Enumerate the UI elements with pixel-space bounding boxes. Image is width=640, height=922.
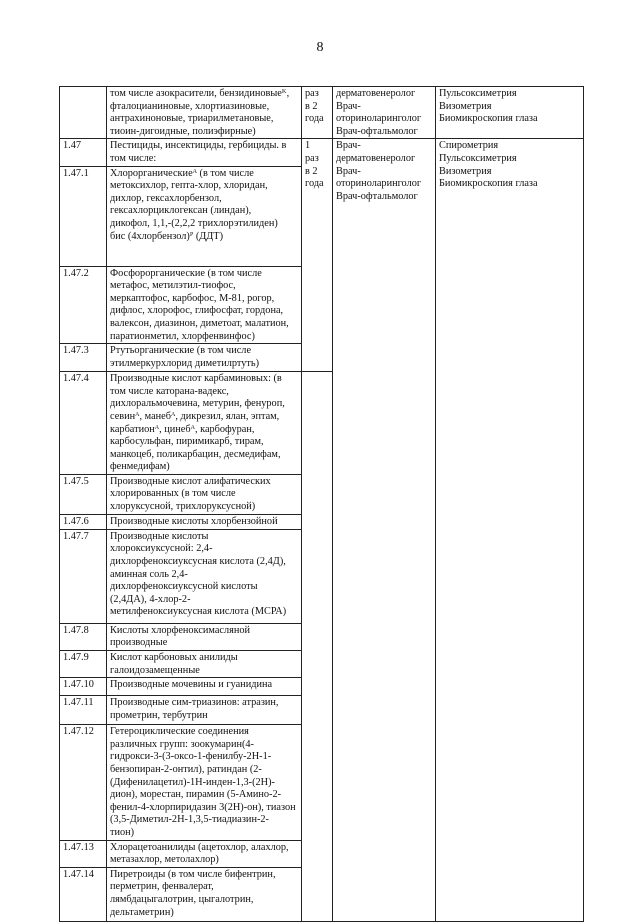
row-number-line: 1.47.10 bbox=[63, 679, 94, 691]
factor-cell-line: (Дифенилацетил)-1Н-инден-1,3-(2Н)- bbox=[110, 776, 275, 788]
row-number-line: 1.47.9 bbox=[63, 652, 89, 664]
factor-cell bbox=[107, 725, 302, 840]
factor-cell-line: (3,5-Диметил-2Н-1,3,5-тиадиазин-2- bbox=[110, 814, 269, 826]
factor-cell-line: фенил-4-хлорпиридазин 3(2Н)-он), тиазон bbox=[110, 801, 296, 813]
row-number bbox=[60, 651, 107, 678]
factor-cell-line: Ртутьорганические (в том числе bbox=[110, 345, 252, 357]
row-number bbox=[60, 696, 107, 725]
factor-cell-line: тион) bbox=[110, 827, 135, 838]
factor-cell-line: метазахлор, метолахлор) bbox=[110, 854, 219, 866]
factor-cell-line: тиоин-дигоидные, полиэфирные) bbox=[110, 125, 256, 137]
factor-cell-line: валексон, диазинон, диметоат, малатион, bbox=[110, 317, 289, 329]
factor-cell-line: антрахиноновые, триарилметановые, bbox=[110, 113, 274, 125]
frequency-cell-line: в 2 bbox=[305, 100, 318, 112]
factor-cell-line: различных групп: зоокумарин(4- bbox=[110, 738, 254, 750]
row-number-line: 1.47.8 bbox=[63, 624, 89, 636]
factor-cell-line: Гетероциклические соединения bbox=[110, 726, 249, 738]
factor-cell-line: паратионметил, хлорфенвинфос) bbox=[110, 330, 255, 342]
factor-cell-line: Производные кислот карбаминовых: (в bbox=[110, 373, 282, 385]
frequency-cell-line: года bbox=[305, 178, 324, 190]
exams-cell bbox=[436, 87, 584, 139]
row-number-line: 1.47.11 bbox=[63, 697, 94, 709]
factor-cell-line: манкоцеб, поликарбацин, десмедифам, bbox=[110, 448, 281, 460]
factor-cell-line: этилмеркурхлорид диметилртуть) bbox=[110, 357, 259, 369]
exams-cell-line: Визометрия bbox=[439, 165, 492, 177]
doctors-cell-line: Врач- bbox=[336, 100, 361, 112]
factor-cell-line: Кислот карбоновых анилиды bbox=[110, 652, 238, 664]
frequency-cell bbox=[302, 87, 333, 139]
factor-cell bbox=[107, 139, 302, 166]
factor-cell bbox=[107, 266, 302, 344]
row-number bbox=[60, 474, 107, 514]
factor-cell bbox=[107, 867, 302, 921]
row-number-line: 1.47.14 bbox=[63, 868, 94, 880]
factor-cell bbox=[107, 474, 302, 514]
factor-cell-line: Производные сим-триазинов: атразин, bbox=[110, 697, 279, 709]
factor-cell-line: бензопиран-2-онтил), ратиндан (2- bbox=[110, 764, 262, 776]
factor-cell-line: гексахлорциклогексан (линдан), bbox=[110, 205, 252, 217]
factor-cell-line: (2,4ДА), 4-хлор-2- bbox=[110, 593, 191, 605]
frequency-cell-line: раз bbox=[305, 152, 319, 164]
exams-cell-line: Биомикроскопия глаза bbox=[439, 113, 538, 125]
factor-cell bbox=[107, 529, 302, 623]
doctors-cell-line: дерматовенеролог bbox=[336, 152, 416, 164]
factor-cell-line: Производные кислоты хлорбензойной bbox=[110, 515, 278, 527]
factor-cell-line: дикофол, 1,1,-(2,2,2 трихлорэтилиден) bbox=[110, 217, 278, 229]
factor-cell-line: лямбдацыгалотрин, цыгалотрин, bbox=[110, 893, 254, 905]
factor-cell bbox=[107, 678, 302, 696]
row-number-line: 1.47.1 bbox=[63, 167, 89, 179]
factor-cell-line: том числе каторана-вадекс, bbox=[110, 385, 229, 397]
frequency-cell bbox=[302, 372, 333, 922]
doctors-cell-line: Врач- bbox=[336, 140, 361, 152]
factor-cell-line: дихлоральмочевина, метурин, фенуроп, bbox=[110, 398, 285, 410]
row-number-line: 1.47.13 bbox=[63, 841, 94, 853]
doctors-cell bbox=[333, 87, 436, 139]
factor-cell-line: перметрин, фенвалерат, bbox=[110, 881, 214, 893]
doctors-cell-line: оториноларинголог bbox=[336, 113, 422, 125]
hazard-factors-table bbox=[59, 86, 584, 922]
row-number bbox=[60, 344, 107, 372]
factor-cell bbox=[107, 696, 302, 725]
factor-cell-line: Пиретроиды (в том числе бифентрин, bbox=[110, 868, 276, 880]
row-number-line: 1.47 bbox=[63, 140, 82, 152]
frequency-cell-line: 1 bbox=[305, 140, 311, 152]
factor-cell-line: меркаптофос, карбофос, М-81, рогор, bbox=[110, 292, 275, 304]
table-body bbox=[60, 87, 584, 922]
factor-cell-line: фенмедифам) bbox=[110, 461, 170, 473]
row-number bbox=[60, 166, 107, 266]
factor-cell-line: карбосульфан, пиримикарб, тирам, bbox=[110, 436, 264, 448]
factor-cell-line: дифлос, хлорофос, глифосфат, гордона, bbox=[110, 305, 284, 317]
factor-cell-line: Пестициды, инсектициды, гербициды. в bbox=[110, 140, 287, 152]
factor-cell-line: производные bbox=[110, 637, 168, 649]
row-number-line: 1.47.2 bbox=[63, 267, 89, 279]
row-number bbox=[60, 678, 107, 696]
page-number: 8 bbox=[316, 40, 324, 55]
factor-cell-line: карбатионᴬ, цинебᴬ, карбофуран, bbox=[110, 423, 255, 435]
factor-cell-line: аминная соль 2,4- bbox=[110, 568, 188, 580]
factor-cell-line: прометрин, тербутрин bbox=[110, 709, 208, 721]
factor-cell bbox=[107, 514, 302, 529]
exams-cell-line: Пульсоксиметрия bbox=[439, 88, 517, 99]
exams-cell-line: Пульсоксиметрия bbox=[439, 152, 517, 164]
exams-cell-line: Спирометрия bbox=[439, 140, 499, 152]
exams-cell-line: Биомикроскопия глаза bbox=[439, 178, 538, 190]
exams-cell bbox=[436, 139, 584, 921]
frequency-cell-line: года bbox=[305, 113, 324, 125]
factor-cell-line: севинᴬ, манебᴬ, дикрезил, ялан, эптам, bbox=[110, 410, 280, 422]
factor-cell-line: хлоруксусной, трихлоруксусной) bbox=[110, 501, 256, 513]
row-number bbox=[60, 266, 107, 344]
factor-cell-line: метоксихлор, гепта-хлор, хлоридан, bbox=[110, 180, 268, 192]
factor-cell-line: Хлорацетоанилиды (ацетохлор, алахлор, bbox=[110, 841, 289, 853]
doctors-cell-line: дерматовенеролог bbox=[336, 88, 416, 99]
factor-cell bbox=[107, 651, 302, 678]
factor-cell-line: фталоцианиновые, хлортиазиновые, bbox=[110, 100, 270, 112]
factor-cell bbox=[107, 87, 302, 139]
factor-cell-line: бис (4хлорбензол)ᴾ (ДДТ) bbox=[110, 230, 224, 242]
factor-cell bbox=[107, 372, 302, 475]
factor-cell-line: дион), морестан, пирамин (5-Амино-2- bbox=[110, 789, 282, 801]
row-number bbox=[60, 529, 107, 623]
factor-cell-line: галоидозамещенные bbox=[110, 664, 200, 676]
row-number bbox=[60, 372, 107, 475]
factor-cell-line: дихлорфеноксиуксусная кислота (2,4Д), bbox=[110, 556, 286, 568]
frequency-cell-line: в 2 bbox=[305, 165, 318, 177]
factor-cell-line: дихлор, гексахлорбензол, bbox=[110, 192, 222, 204]
factor-cell-line: Производные кислоты bbox=[110, 530, 209, 542]
doctors-cell-line: Врач-офтальмолог bbox=[336, 190, 418, 202]
factor-cell-line: гидрокси-3-(3-оксо-1-фенилбу-2Н-1- bbox=[110, 751, 272, 763]
factor-cell-line: том числе: bbox=[110, 152, 157, 164]
factor-cell-line: хлороксиуксусной: 2,4- bbox=[110, 543, 213, 555]
row-number bbox=[60, 623, 107, 650]
row-number-line: 1.47.3 bbox=[63, 345, 89, 357]
table-row bbox=[60, 87, 584, 139]
row-number bbox=[60, 87, 107, 139]
row-number-line: 1.47.5 bbox=[63, 475, 89, 487]
factor-cell-line: Производные кислот алифатических bbox=[110, 475, 271, 487]
factor-cell bbox=[107, 623, 302, 650]
exams-cell-line: Визометрия bbox=[439, 100, 492, 112]
table-row bbox=[60, 139, 584, 166]
doctors-cell bbox=[333, 139, 436, 921]
frequency-cell bbox=[302, 139, 333, 372]
row-number-line: 1.47.12 bbox=[63, 726, 94, 738]
factor-cell-line: Хлорорганическиеᴬ (в том числе bbox=[110, 167, 254, 179]
row-number-line: 1.47.6 bbox=[63, 515, 89, 527]
factor-cell bbox=[107, 166, 302, 266]
frequency-cell-line: раз bbox=[305, 88, 319, 99]
factor-cell-line: дельтаметрин) bbox=[110, 906, 174, 918]
factor-cell-line: Кислоты хлорфеноксимасляной bbox=[110, 624, 251, 636]
factor-cell-line: том числе азокрасители, бензидиновыеᴷ, bbox=[110, 88, 290, 99]
factor-cell-line: метилфеноксиуксусная кислота (МСРА) bbox=[110, 606, 287, 618]
doctors-cell-line: Врач- bbox=[336, 165, 361, 177]
row-number bbox=[60, 867, 107, 921]
factor-cell-line: метафос, метилэтил-тиофос, bbox=[110, 280, 236, 292]
row-number bbox=[60, 725, 107, 840]
factor-cell-line: дихлорфеноксиуксусной кислоты bbox=[110, 581, 258, 593]
row-number bbox=[60, 514, 107, 529]
row-number bbox=[60, 139, 107, 166]
factor-cell bbox=[107, 344, 302, 372]
factor-cell bbox=[107, 840, 302, 867]
factor-cell-line: хлорированных (в том числе bbox=[110, 488, 236, 500]
row-number-line: 1.47.4 bbox=[63, 373, 89, 385]
row-number-line: 1.47.7 bbox=[63, 530, 89, 542]
factor-cell-line: Производные мочевины и гуанидина bbox=[110, 679, 273, 691]
row-number bbox=[60, 840, 107, 867]
factor-cell-line: Фосфорорганические (в том числе bbox=[110, 267, 262, 279]
doctors-cell-line: оториноларинголог bbox=[336, 178, 422, 190]
doctors-cell-line: Врач-офтальмолог bbox=[336, 125, 418, 137]
